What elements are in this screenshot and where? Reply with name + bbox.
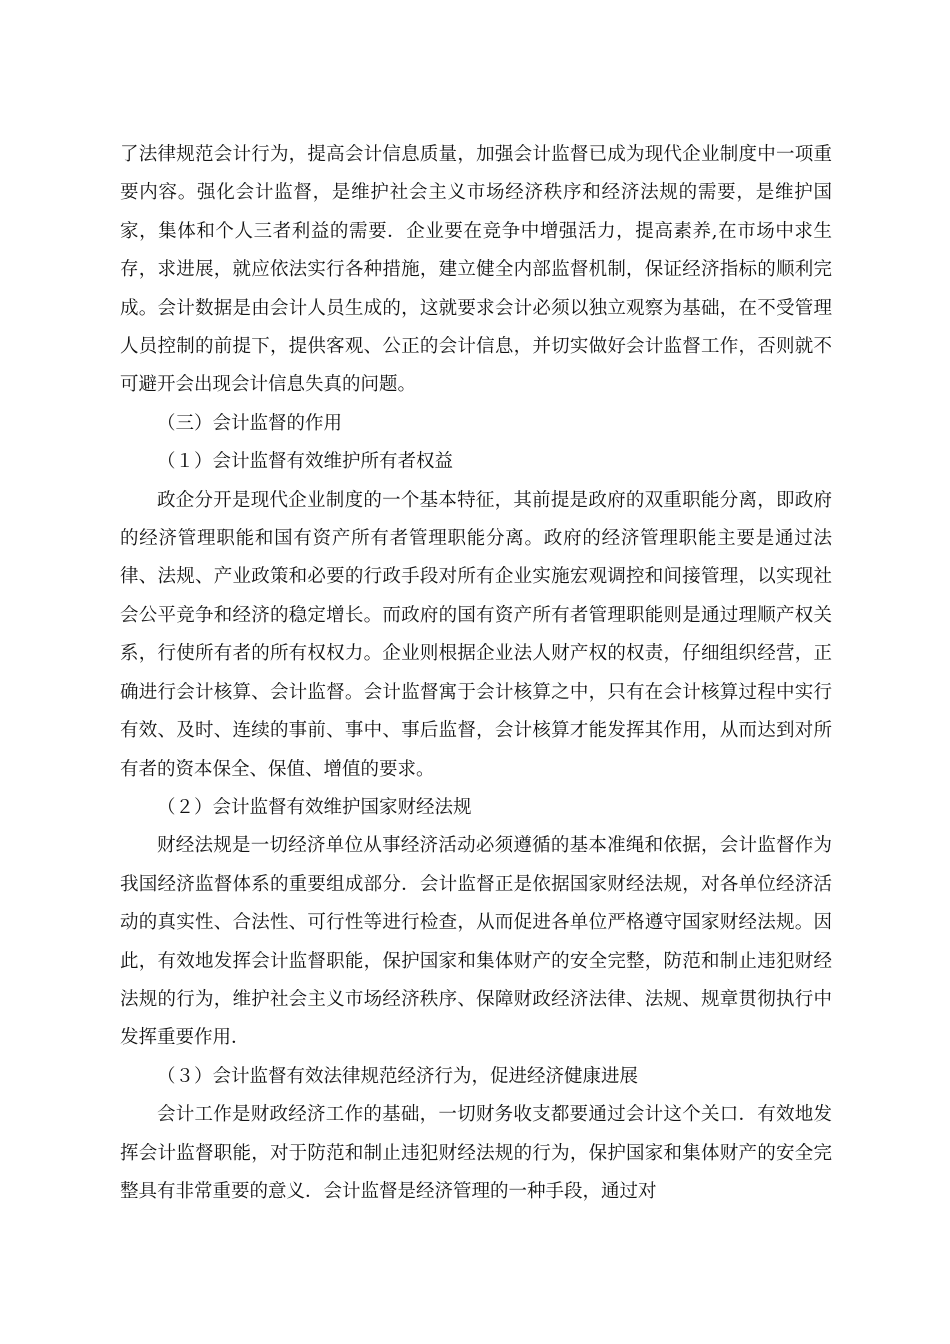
body-paragraph: 会计工作是财政经济工作的基础，一切财务收支都要通过会计这个关口．有效地发挥会计监督职能，对于防范和制止违犯财经法规的行为，保护国家和集体财产的安全完整具有非常重要的意义．会计监督是经济管理的一种手段，通过对 xyxy=(120,1104,832,1202)
body-paragraph: 财经法规是一切经济单位从事经济活动必须遵循的基本准绳和依据，会计监督作为我国经济监督体系的重要组成部分．会计监督正是依据国家财经法规，对各单位经济活动的真实性、合法性、可行性等进行检查，从而促进各单位严格遵守国家财经法规。因此，有效地发挥会计监督职能，保护国家和集体财产的安全完整，防范和制止违犯财经法规的行为，维护社会主义市场经济秩序、保障财政经济法律、法规、规章贯彻执行中发挥重要作用． xyxy=(120,835,832,1049)
body-paragraph: 政企分开是现代企业制度的一个基本特征，其前提是政府的双重职能分离，即政府的经济管理职能和国有资产所有者管理职能分离。政府的经济管理职能主要是通过法律、法规、产业政策和必要的行政手段对所有企业实施宏观调控和间接管理，以实现社会公平竞争和经济的稳定增长。而政府的国有资产所有者管理职能则是通过理顺产权关系，行使所有者的所有权权力。企业则根据企业法人财产权的权责，仔细组织经营，正确进行会计核算、会计监督。会计监督寓于会计核算之中，只有在会计核算过程中实行有效、及时、连续的事前、事中、事后监督，会计核算才能发挥其作用，从而达到对所有者的资本保全、保值、增值的要求。 xyxy=(120,489,832,780)
subsection-heading: （１）会计监督有效维护所有者权益 xyxy=(157,451,454,473)
section-heading: （三）会计监督的作用 xyxy=(157,412,343,434)
subsection-heading: （２）会计监督有效维护国家财经法规 xyxy=(157,796,472,818)
subsection-heading: （３）会计监督有效法律规范经济行为，促进经济健康进展 xyxy=(157,1065,639,1087)
document-page xyxy=(120,136,832,1211)
body-paragraph: 了法律规范会计行为，提高会计信息质量，加强会计监督已成为现代企业制度中一项重要内容。强化会计监督，是维护社会主义市场经济秩序和经济法规的需要，是维护国家，集体和个人三者利益的需要．企业要在竞争中增强活力，提高素养,在市场中求生存，求进展，就应依法实行各种措施，建立健全内部监督机制，保证经济指标的顺利完成。会计数据是由会计人员生成的，这就要求会计必须以独立观察为基础，在不受管理人员控制的前提下，提供客观、公正的会计信息，并切实做好会计监督工作，否则就不可避开会出现会计信息失真的问题。 xyxy=(120,144,832,396)
